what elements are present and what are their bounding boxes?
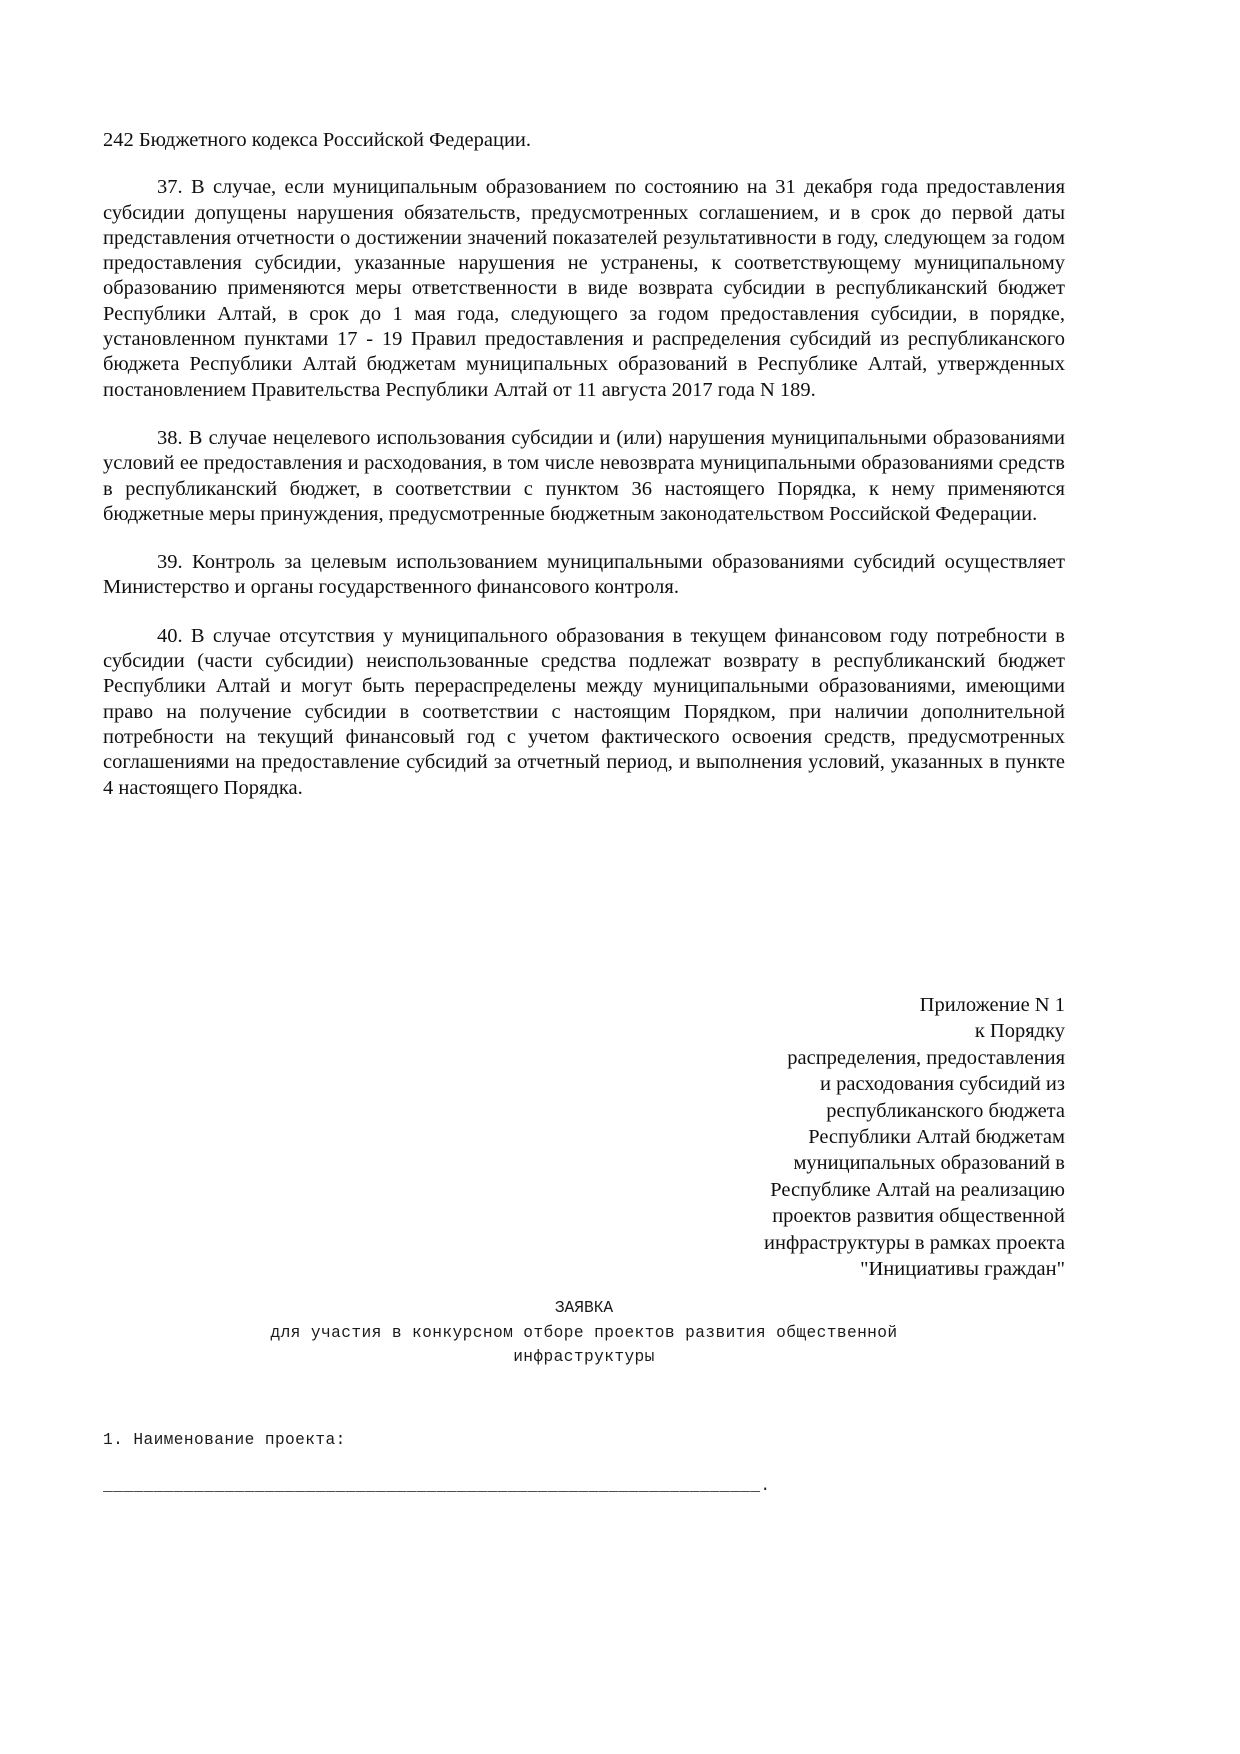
paragraph-gap — [103, 527, 1065, 550]
form-gap — [103, 1452, 1065, 1474]
form-item-1-fill-line[interactable]: _________________________________________________________________. — [103, 1477, 771, 1495]
paragraph-40: 40. В случае отсутствия у муниципального образования в текущем финансовом году потребности в субсидии (части субсидии) неиспользованные средства подлежат возврату в республиканский бюджет Республики Алтай и могут быть перераспределены между муниципальными образованиями, имеющими право на получение субсидии в соответствии с настоящим Порядком, при наличии дополнительной потребности на текущий финансовый год с учетом фактического освоения средств, предусмотренных соглашениями на предоставление субсидий за отчетный период, и выполнения условий, указанных в пункте 4 настоящего Порядка. — [103, 624, 1065, 799]
paragraph-37: 37. В случае, если муниципальным образованием по состоянию на 31 декабря года предоставления субсидии допущены нарушения обязательств, предусмотренных соглашением, и в срок до первой даты представления отчетности о достижении значений показателей результативности в году, следующем за годом предоставления субсидии, указанные нарушения не устранены, к соответствующему муниципальному образованию применяются меры ответственности в виде возврата субсидии в республиканский бюджет Республики Алтай, в срок до 1 мая года, следующего за годом предоставления субсидии, в порядке, установленном пунктами 17 - 19 Правил предоставления и распределения субсидий из республиканского бюджета Республики Алтай бюджетам муниципальных образований в Республике Алтай, утвержденных постановлением Правительства Республики Алтай от 11 августа 2017 года N 189. — [103, 176, 1065, 401]
form-subtitle-line-2: инфраструктуры — [513, 1348, 655, 1366]
appendix-line: муниципальных образований в — [793, 1152, 1065, 1175]
application-form-section — [103, 1296, 1065, 1499]
appendix-line: республиканского бюджета — [826, 1099, 1065, 1122]
paragraph-gap — [103, 403, 1065, 426]
appendix-line: инфраструктуры в рамках проекта — [764, 1231, 1065, 1254]
appendix-line: Республике Алтай на реализацию — [770, 1178, 1065, 1201]
appendix-line: к Порядку — [974, 1020, 1065, 1043]
document-body — [103, 128, 1065, 801]
appendix-line: "Инициативы граждан" — [860, 1258, 1065, 1281]
form-item-1-label: 1. Наименование проекта: — [103, 1430, 346, 1449]
form-title: ЗАЯВКА — [554, 1299, 614, 1317]
paragraph-gap — [103, 153, 1065, 175]
form-subtitle-line-1: для участия в конкурсном отборе проектов развития общественной — [270, 1323, 898, 1342]
appendix-line: проектов развития общественной — [772, 1205, 1065, 1228]
appendix-line: распределения, предоставления — [787, 1046, 1065, 1069]
paragraph-38: 38. В случае нецелевого использования субсидии и (или) нарушения муниципальными образованиями условий ее предоставления и расходования, в том числе невозврата муниципальными образованиями средств в республиканский бюджет, в соответствии с пунктом 36 настоящего Порядка, к нему применяются бюджетные меры принуждения, предусмотренные бюджетным законодательством Российской Федерации. — [103, 426, 1065, 525]
form-gap — [103, 1370, 1065, 1428]
appendix-line: Приложение N 1 — [919, 994, 1065, 1016]
paragraph-39: 39. Контроль за целевым использованием муниципальными образованиями субсидий осуществляет Министерство и органы государственного финансового контроля. — [103, 551, 1065, 599]
appendix-line: Республики Алтай бюджетам — [808, 1126, 1065, 1149]
appendix-line: и расходования субсидий из — [820, 1073, 1065, 1096]
continuation-line: 242 Бюджетного кодекса Российской Федерации. — [103, 129, 532, 151]
paragraph-gap — [103, 601, 1065, 624]
form-subtitle — [103, 1321, 1065, 1370]
appendix-reference-block — [620, 992, 1065, 1282]
